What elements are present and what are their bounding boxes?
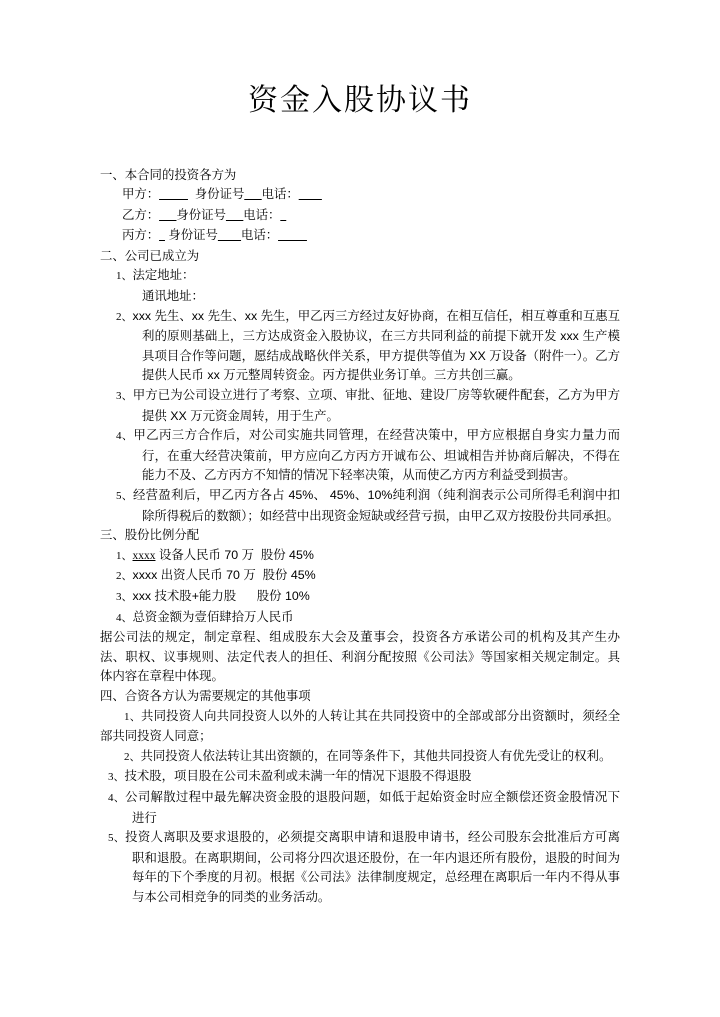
list-item bbox=[100, 307, 620, 386]
list-item-text: 共同投资人向共同投资人以外的人转让其在共同投资中的全部或部分出资额时，须经全部共同投资人同意； bbox=[100, 708, 621, 744]
page-title: 资金入股协议书 bbox=[248, 84, 472, 117]
list-marker: 3、 bbox=[108, 771, 125, 784]
list-marker: 1、 bbox=[116, 549, 133, 562]
list-item-text: 甲乙丙三方合作后，对公司实施共同管理，在经营决策中，甲方应根据自身实力量力而行，在重大经营决策前，甲方应向乙方丙方开诚布公、坦诚相告并协商后解决，不得在能力不及、乙方丙方不知情的情况下轻率决策，从而使乙方丙方利益受到损害。 bbox=[133, 428, 621, 483]
list-item-text: xxx 先生、xx 先生、xx 先生，甲乙丙三方经过友好协商，在相互信任，相互尊重和互惠互利的原则基础上，三方达成资金入股协议，在三方共同利益的前提下就开发 xxx 生产模具项目合作等问题，愿结成战略伙伴关系，甲方提供等值为 XX 万设备（附件一）。乙方提供人民币 xx 万元整周转资金。丙方提供业务订单。三方共创三赢。 bbox=[132, 308, 621, 383]
list-item bbox=[100, 546, 620, 567]
party-blank-id: ____ bbox=[217, 230, 241, 243]
party-label: 丙方： bbox=[122, 228, 160, 243]
list-item-plain: 通讯地址： bbox=[142, 289, 204, 304]
party-blank-phone: _ bbox=[280, 209, 287, 222]
list-marker: 1、 bbox=[116, 270, 133, 283]
list-marker: 2、 bbox=[124, 750, 141, 763]
section-heading-4: 四、合资各方认为需要规定的其他事项 bbox=[100, 688, 311, 703]
party-blank-phone: _____ bbox=[278, 230, 307, 243]
list-item bbox=[100, 266, 620, 287]
list-marker: 3、 bbox=[116, 590, 133, 603]
list-marker: 2、 bbox=[116, 570, 133, 583]
party-phone-label: 电话： bbox=[243, 207, 281, 222]
party-blank-name: _____ bbox=[159, 189, 188, 202]
list-item bbox=[100, 707, 620, 747]
party-line-bingfang bbox=[100, 226, 620, 247]
list-item bbox=[100, 566, 620, 587]
party-phone-label: 电话： bbox=[261, 187, 299, 202]
party-blank-name: _ bbox=[159, 230, 165, 243]
party-blank-name: ___ bbox=[159, 209, 177, 222]
list-item bbox=[100, 767, 620, 788]
list-item bbox=[100, 828, 620, 907]
list-marker: 4、 bbox=[116, 611, 133, 624]
list-item-text: 甲方已为公司设立进行了考察、立项、审批、征地、建设厂房等软硬件配套，乙方为甲方提供 XX 万元资金周转，用于生产。 bbox=[132, 388, 621, 423]
list-item-text: 共同投资人依法转让其出资额的，在同等条件下，其他共同投资人有优先受让的权利。 bbox=[140, 748, 612, 763]
list-item-text: 投资人离职及要求退股的，必须提交离职申请和退股申请书，经公司股东会批准后方可离职和退股。在离职期间，公司将分四次退还股份，在一年内退还所有股份，退股的时间为每年的下个季度的月初。根据《公司法》法律制度规定，总经理在离职后一年内不得从事与本公司相竞争的同类的业务活动。 bbox=[125, 830, 621, 904]
list-item-text: 公司解散过程中最先解决资金股的退股问题，如低于起始资金时应全额偿还资金股情况下进行 bbox=[125, 789, 621, 825]
list-item-text: 总资金额为壹佰肆拾万人民币 bbox=[132, 609, 294, 624]
party-label: 乙方： bbox=[122, 207, 160, 222]
list-item-text: 法定地址： bbox=[132, 268, 195, 283]
section-heading-2: 二、公司已成立为 bbox=[100, 248, 200, 263]
party-spacer bbox=[188, 187, 195, 201]
list-marker: 4、 bbox=[108, 791, 126, 804]
list-item bbox=[100, 747, 620, 768]
party-blank-phone: ____ bbox=[298, 189, 322, 202]
party-phone-label: 电话： bbox=[240, 228, 279, 243]
list-item-text: xxx 技术股+能力股 股份 10% bbox=[132, 588, 310, 603]
list-marker: 4、 bbox=[116, 430, 134, 443]
party-id-label: 身份证号 bbox=[194, 187, 245, 202]
party-label: 甲方： bbox=[122, 187, 160, 202]
list-marker: 3、 bbox=[116, 390, 133, 403]
list-item bbox=[100, 386, 620, 426]
list-item bbox=[100, 486, 620, 526]
party-blank-id: ___ bbox=[244, 189, 262, 202]
document-body bbox=[100, 166, 620, 908]
party-id-label: 身份证号 bbox=[168, 228, 218, 243]
list-item-text: 设备人民币 70 万 股份 45% bbox=[155, 547, 314, 562]
party-line-yifang bbox=[100, 206, 620, 227]
list-item-text: 经营盈利后，甲乙丙方各占 45%、 45%、10%纯利润（纯利润表示公司所得毛利润中扣除所得税后的数额）；如经营中出现资金短缺或经营亏损，由甲乙双方按股份共同承担。 bbox=[133, 488, 620, 523]
list-marker: 5、 bbox=[116, 490, 134, 502]
list-item bbox=[100, 608, 620, 629]
party-blank-id: ___ bbox=[225, 209, 244, 222]
party-id-label: 身份证号 bbox=[176, 207, 226, 222]
list-item-text: 技术股，项目股在公司未盈利或未满一年的情况下退股不得退股 bbox=[124, 769, 472, 784]
party-line-jiafang bbox=[100, 185, 620, 206]
shareholder-name-underlined: xxxx bbox=[132, 549, 156, 562]
section-heading-1: 一、本合同的投资各方为 bbox=[100, 167, 237, 182]
list-item bbox=[100, 587, 620, 608]
list-marker: 5、 bbox=[108, 832, 126, 845]
list-item-text: xxxx 出资人民币 70 万 股份 45% bbox=[132, 568, 316, 583]
list-item bbox=[100, 788, 620, 828]
section-heading-3: 三、股份比例分配 bbox=[100, 528, 200, 543]
list-marker: 1、 bbox=[124, 710, 141, 723]
list-item bbox=[100, 426, 620, 486]
list-marker: 2、 bbox=[116, 310, 133, 323]
section-3-trailing-paragraph: 据公司法的规定，制定章程、组成股东大会及董事会，投资各方承诺公司的机构及其产生办法、职权、议事规则、法定代表人的担任、利润分配按照《公司法》等国家相关规定制定。具体内容在章程中体现。 bbox=[100, 630, 620, 684]
